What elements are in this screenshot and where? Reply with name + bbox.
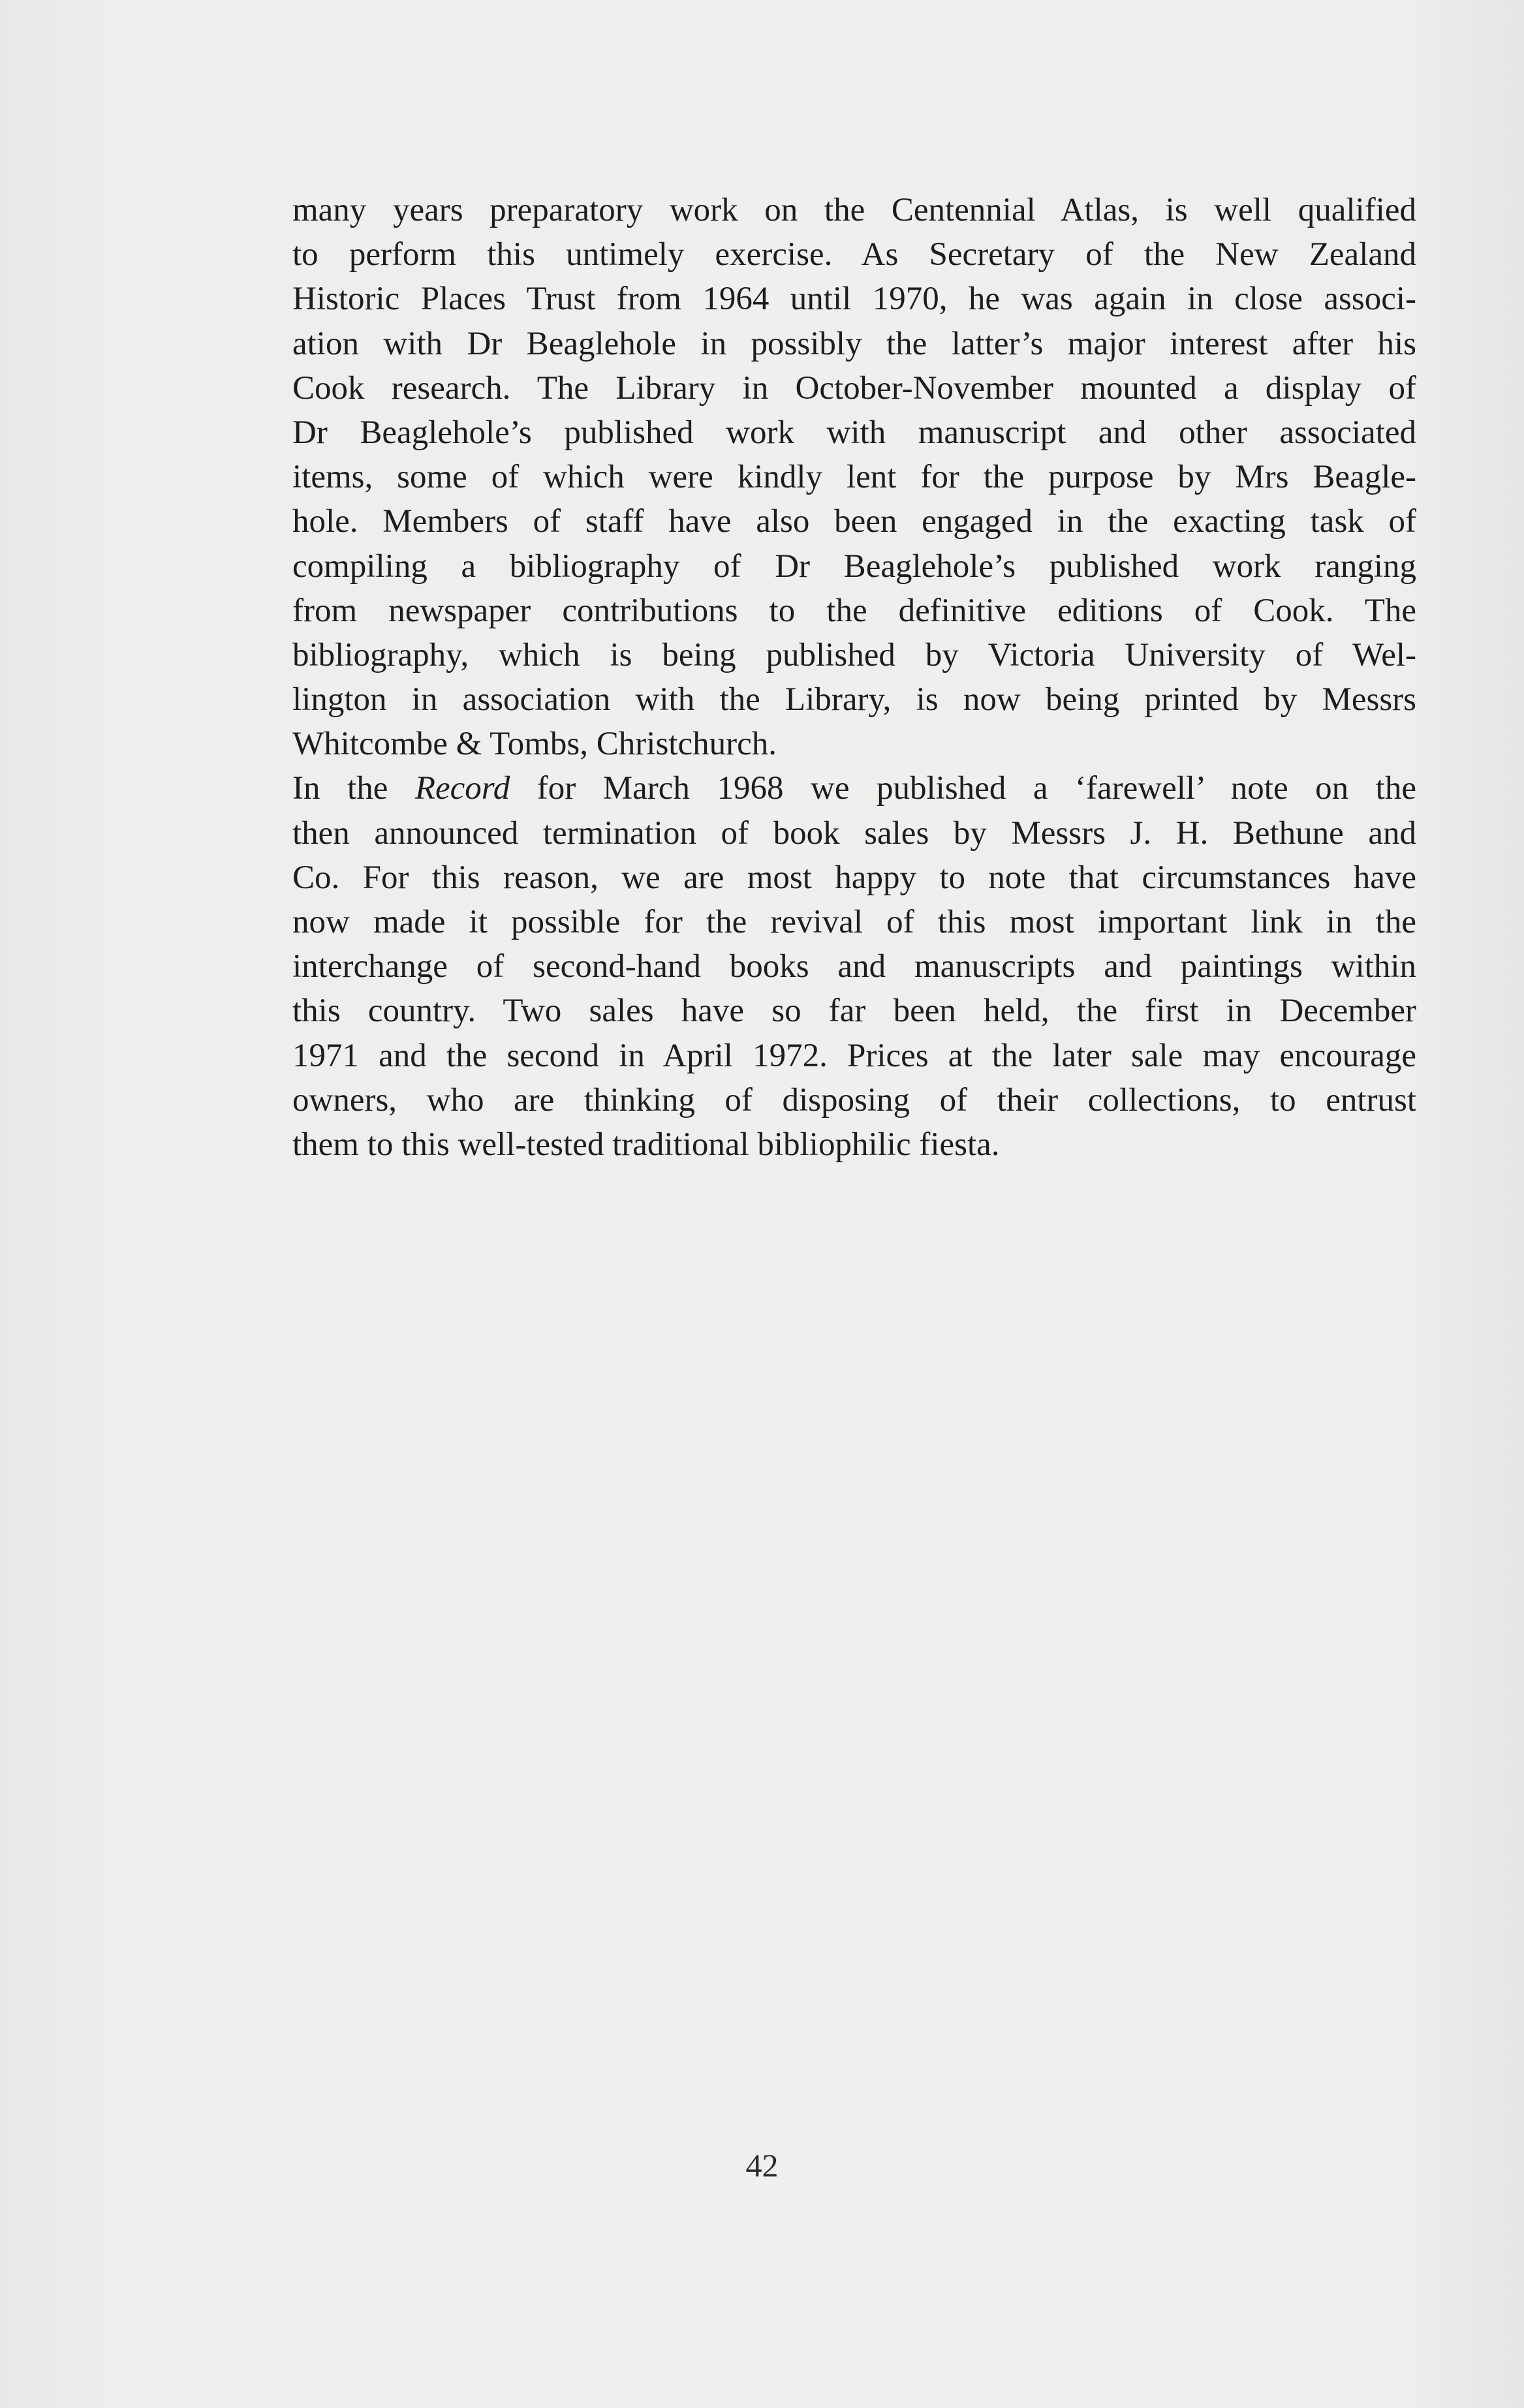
text-line: this country. Two sales have so far been held, the first in December	[292, 993, 1416, 1030]
text-line: hole. Members of staff have also been engaged in the exacting task of	[292, 503, 1416, 540]
text-line: lington in association with the Library, is now being printed by Messrs	[292, 681, 1416, 718]
text-line: 1971 and the second in April 1972. Prices at the later sale may encourage	[292, 1037, 1416, 1074]
text-line: from newspaper contributions to the definitive editions of Cook. The	[292, 592, 1416, 629]
text-line: bibliography, which is being published by Victoria University of Wel-	[292, 636, 1416, 673]
journal-title: Record	[414, 770, 510, 807]
text-line: owners, who are thinking of disposing of their collections, to entrust	[292, 1081, 1416, 1119]
text-line: interchange of second-hand books and manuscripts and paintings within	[292, 948, 1416, 985]
text-line: compiling a bibliography of Dr Beaglehole’s published work ranging	[292, 548, 1416, 585]
text-fragment: In the	[292, 770, 415, 807]
text-line: Dr Beaglehole’s published work with manuscript and other associated	[292, 414, 1416, 451]
text-line: Cook research. The Library in October-November mounted a display of	[292, 369, 1416, 407]
text-line: Co. For this reason, we are most happy to note that circumstances have	[292, 859, 1416, 896]
text-line: to perform this untimely exercise. As Secretary of the New Zealand	[292, 236, 1416, 273]
text-line: Whitcombe & Tombs, Christchurch.	[292, 726, 777, 763]
text-line: Historic Places Trust from 1964 until 1970, he was again in close associ-	[292, 281, 1416, 318]
page-number: 42	[745, 2147, 779, 2184]
text-line: ation with Dr Beaglehole in possibly the latter’s major interest after his	[292, 325, 1416, 362]
text-fragment: for March 1968 we published a ‘farewell’ note on the	[510, 770, 1416, 807]
text-line: items, some of which were kindly lent for the purpose by Mrs Beagle-	[292, 459, 1416, 496]
text-line: them to this well-tested traditional bibliophilic fiesta.	[292, 1126, 1000, 1163]
body-text	[292, 188, 1416, 1167]
paragraph-opening-line	[292, 766, 1416, 810]
text-line: many years preparatory work on the Centennial Atlas, is well qualified	[292, 192, 1416, 228]
text-line: now made it possible for the revival of this most important link in the	[292, 904, 1416, 940]
text-line: then announced termination of book sales by Messrs J. H. Bethune and	[292, 814, 1416, 852]
